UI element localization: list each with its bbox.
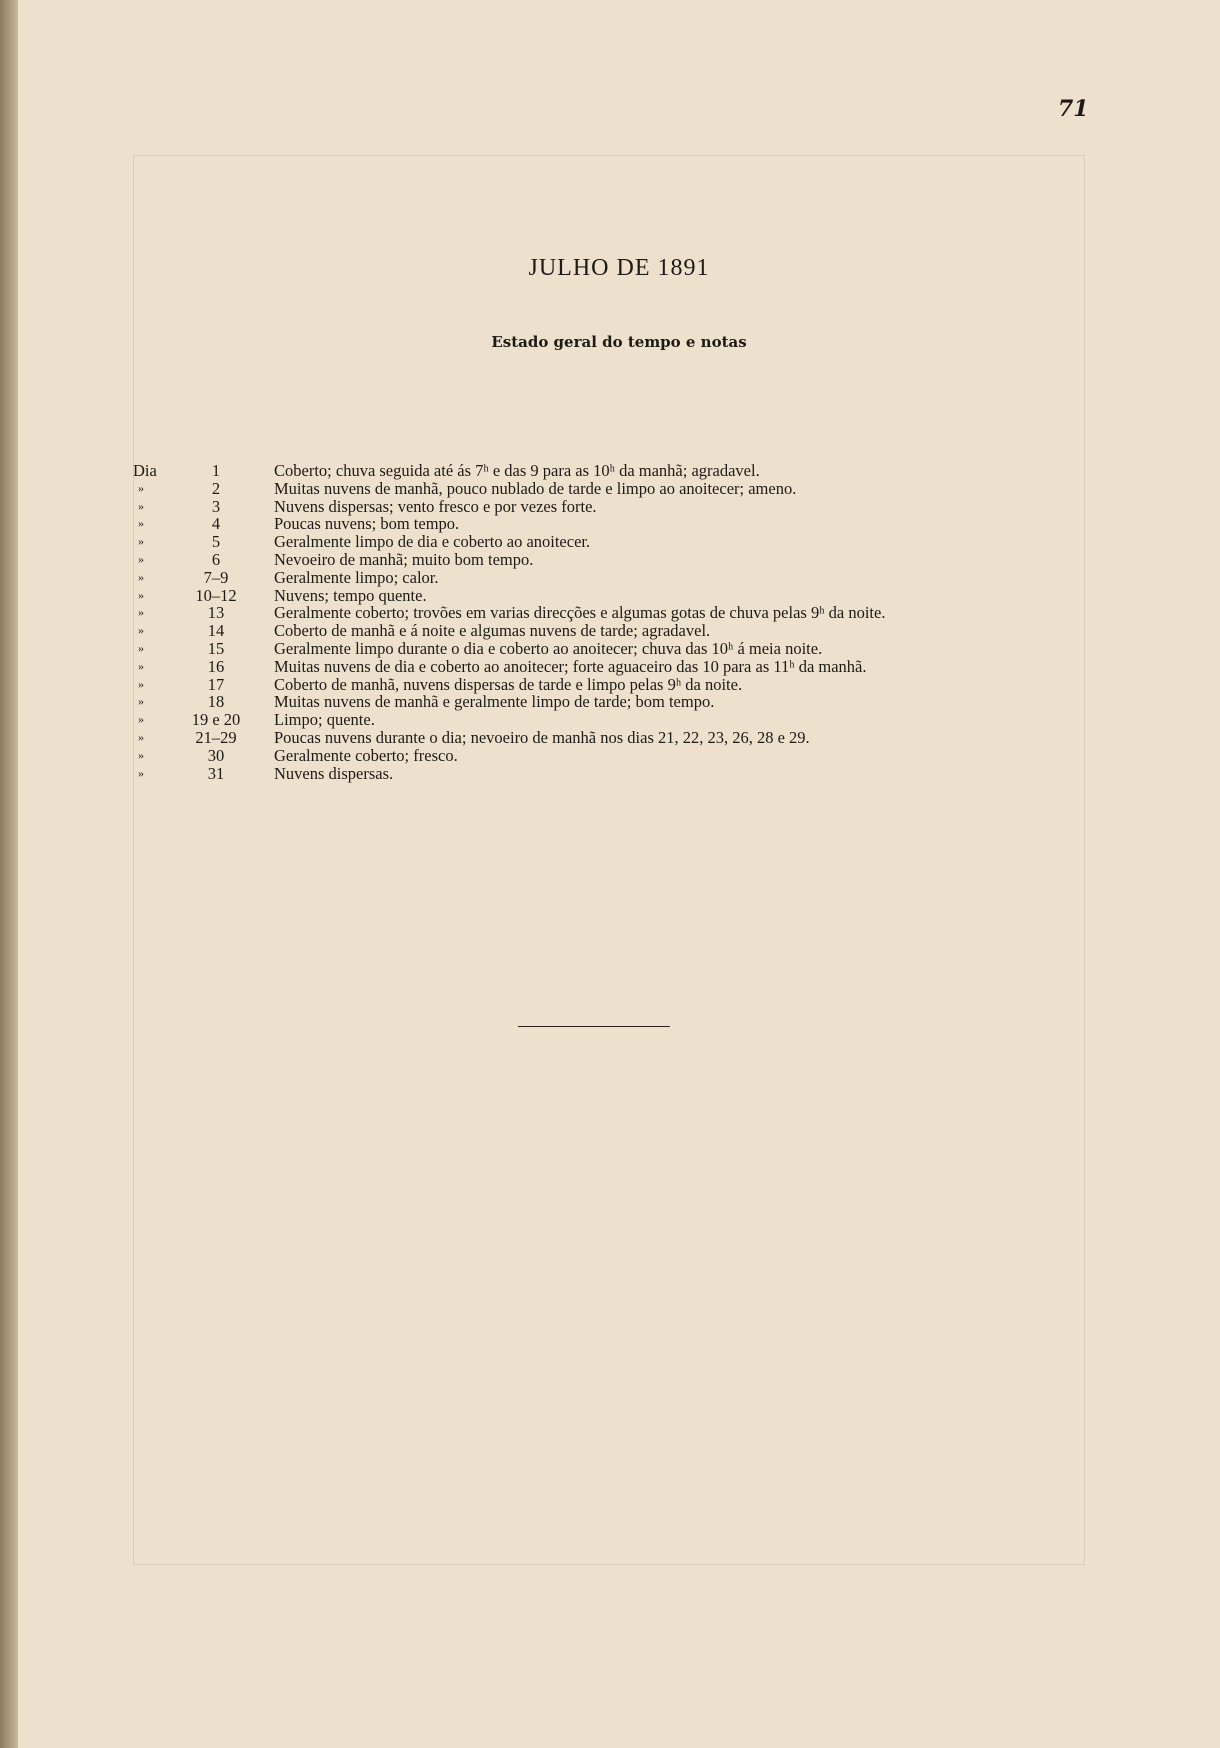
entry-row <box>18 729 1220 747</box>
entry-row <box>18 533 1220 551</box>
entry-row <box>18 693 1220 711</box>
page-title: JULHO DE 1891 <box>528 255 710 281</box>
entry-prefix: » <box>138 605 144 620</box>
entry-day: 2 <box>211 478 221 498</box>
entry-row <box>18 587 1220 605</box>
entry-day: 31 <box>207 763 225 783</box>
entry-prefix: » <box>138 676 144 691</box>
entry-prefix: » <box>138 534 144 549</box>
entry-prefix: » <box>138 640 144 655</box>
entry-text: Geralmente limpo de dia e coberto ao anoitecer. <box>274 532 591 552</box>
page-number: 71 <box>1058 96 1089 122</box>
entry-prefix: » <box>138 658 144 673</box>
entry-prefix: » <box>138 712 144 727</box>
entry-prefix: » <box>138 747 144 762</box>
entry-text: Nuvens dispersas; vento fresco e por vezes forte. <box>274 496 597 516</box>
entry-row <box>18 551 1220 569</box>
entry-text: Coberto de manhã e á noite e algumas nuvens de tarde; agradavel. <box>274 621 711 641</box>
entry-row <box>18 640 1220 658</box>
entry-row <box>18 747 1220 765</box>
entry-day: 13 <box>207 603 225 623</box>
entry-text: Coberto; chuva seguida até ás 7ʰ e das 9 para as 10ʰ da manhã; agradavel. <box>274 461 760 480</box>
document-page <box>18 0 1220 1748</box>
entry-text: Muitas nuvens de manhã e geralmente limpo de tarde; bom tempo. <box>274 692 715 712</box>
weather-entries <box>18 462 1220 782</box>
entry-day: 15 <box>207 638 225 658</box>
entry-day: 19 e 20 <box>191 710 241 730</box>
entry-row <box>18 622 1220 640</box>
entry-prefix: Dia <box>133 461 157 480</box>
entry-row <box>18 711 1220 729</box>
entry-day: 16 <box>207 656 225 676</box>
entry-row <box>18 658 1220 676</box>
entry-text: Poucas nuvens; bom tempo. <box>274 514 460 534</box>
entry-row <box>18 498 1220 516</box>
entry-row <box>18 765 1220 783</box>
entry-text: Nuvens dispersas. <box>274 763 394 783</box>
entry-prefix: » <box>138 587 144 602</box>
entry-prefix: » <box>138 569 144 584</box>
entry-text: Geralmente limpo durante o dia e coberto ao anoitecer; chuva das 10ʰ á meia noite. <box>274 638 823 658</box>
entry-row <box>18 569 1220 587</box>
entry-day: 17 <box>207 674 225 694</box>
entry-row <box>18 604 1220 622</box>
entry-text: Geralmente coberto; trovões em varias direcções e algumas gotas de chuva pelas 9ʰ da noite. <box>274 603 886 623</box>
entry-text: Poucas nuvens durante o dia; nevoeiro de manhã nos dias 21, 22, 23, 26, 28 e 29. <box>274 727 810 747</box>
entry-text: Muitas nuvens de dia e coberto ao anoitecer; forte aguaceiro das 10 para as 11ʰ da manhã. <box>274 656 867 676</box>
entry-day: 5 <box>211 532 221 552</box>
entry-text: Nevoeiro de manhã; muito bom tempo. <box>274 549 534 569</box>
entry-prefix: » <box>138 516 144 531</box>
entry-day: 4 <box>211 514 221 534</box>
entry-prefix: » <box>138 480 144 495</box>
entry-text: Geralmente coberto; fresco. <box>274 745 458 765</box>
entry-text: Muitas nuvens de manhã, pouco nublado de tarde e limpo ao anoitecer; ameno. <box>274 478 797 498</box>
entry-day: 30 <box>207 745 225 765</box>
entry-prefix: » <box>138 551 144 566</box>
entry-row <box>18 515 1220 533</box>
entry-day: 14 <box>207 621 225 641</box>
page-subtitle: Estado geral do tempo e notas <box>491 333 747 351</box>
entry-row <box>18 462 1220 480</box>
entry-day: 1 <box>211 461 221 480</box>
entry-prefix: » <box>138 498 144 513</box>
entry-day: 3 <box>211 496 221 516</box>
entry-day: 6 <box>211 549 221 569</box>
entry-prefix: » <box>138 765 144 780</box>
entry-day: 21–29 <box>195 727 237 747</box>
entry-text: Geralmente limpo; calor. <box>274 567 439 587</box>
entry-row <box>18 676 1220 694</box>
entry-day: 10–12 <box>195 585 237 605</box>
entry-row <box>18 480 1220 498</box>
entry-text: Limpo; quente. <box>274 710 375 730</box>
horizontal-rule <box>518 1026 670 1027</box>
entry-prefix: » <box>138 623 144 638</box>
entry-prefix: » <box>138 729 144 744</box>
entry-day: 18 <box>207 692 225 712</box>
entry-prefix: » <box>138 694 144 709</box>
page-frame <box>133 155 1085 1565</box>
entry-text: Nuvens; tempo quente. <box>274 585 427 605</box>
entry-text: Coberto de manhã, nuvens dispersas de tarde e limpo pelas 9ʰ da noite. <box>274 674 743 694</box>
entry-day: 7–9 <box>203 567 229 587</box>
